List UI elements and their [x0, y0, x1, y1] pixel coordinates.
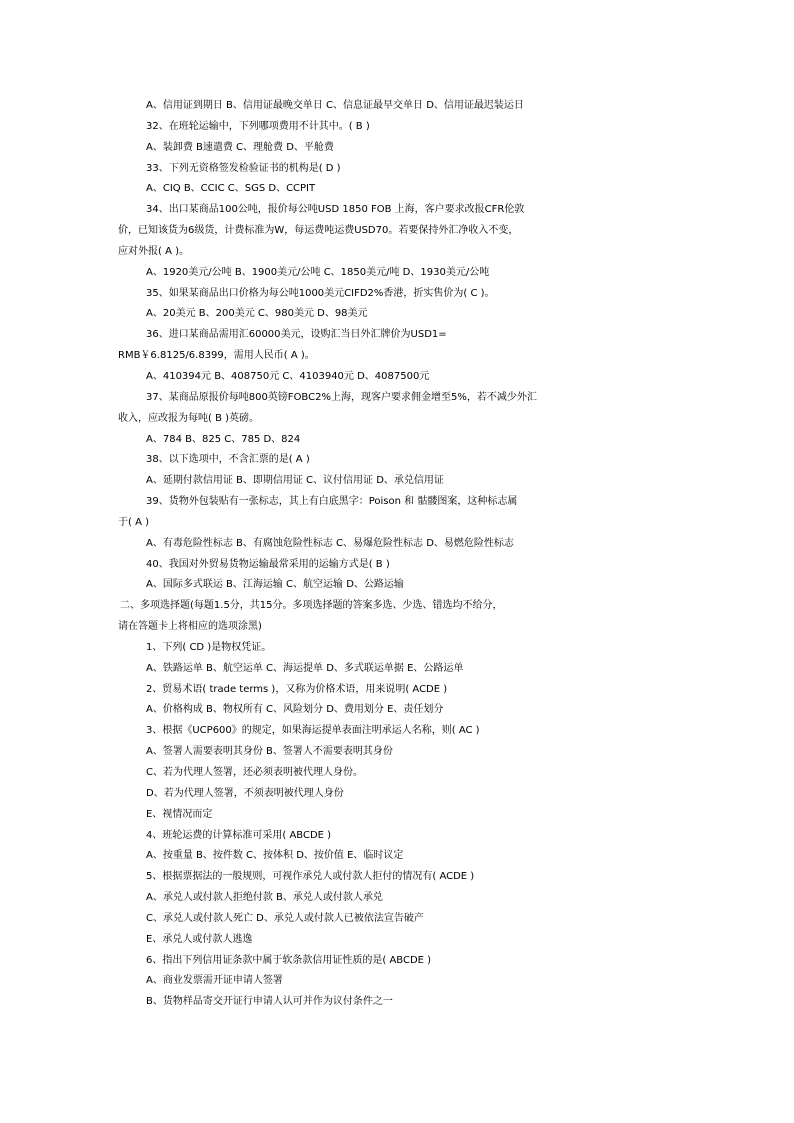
text-line: 二、多项选择题(每题1.5分，共15分。多项选择题的答案多选、少选、错选均不给分，: [120, 600, 503, 612]
text-line: A、国际多式联运 B、江海运输 C、航空运输 D、公路运输: [146, 579, 404, 591]
text-line: A、价格构成 B、物权所有 C、风险划分 D、费用划分 E、责任划分: [146, 704, 444, 716]
text-line: 34、出口某商品100公吨，报价每公吨USD 1850 FOB 上海，客户要求改报CFR伦敦: [146, 204, 525, 216]
text-line: D、若为代理人签署，不须表明被代理人身份: [146, 787, 344, 799]
text-line: 6、指出下列信用证条款中属于软条款信用证性质的是( ABCDE ): [146, 954, 432, 966]
text-line: A、商业发票需开证申请人签署: [146, 975, 283, 987]
text-line: 3、根据《UCP600》的规定，如果海运提单表面注明承运人名称，则( AC ): [146, 725, 480, 737]
text-line: 1、下列( CD )是物权凭证。: [146, 641, 272, 653]
text-line: 于( A ): [118, 516, 150, 528]
text-line: 5、根据票据法的一般规则，可视作承兑人或付款人拒付的情况有( ACDE ): [146, 871, 475, 883]
text-line: 收入，应改报为每吨( B )英磅。: [118, 412, 260, 424]
text-line: A、信用证到期日 B、信用证最晚交单日 C、信息证最早交单日 D、信用证最迟装运日: [146, 100, 524, 111]
text-line: A、签署人需要表明其身份 B、签署人不需要表明其身份: [146, 746, 393, 758]
text-line: 39、货物外包装贴有一张标志，其上有白底黑字：Poison 和 骷髅图案，这种标志属: [146, 496, 518, 508]
text-line: A、CIQ B、CCIC C、SGS D、CCPIT: [146, 183, 316, 195]
text-line: A、410394元 B、408750元 C、4103940元 D、4087500元: [146, 370, 430, 382]
text-line: A、承兑人或付款人拒绝付款 B、承兑人或付款人承兑: [146, 892, 383, 904]
text-line: 应对外报( A )。: [118, 245, 190, 257]
text-line: A、按重量 B、按件数 C、按体积 D、按价值 E、临时议定: [146, 850, 404, 862]
document-body: [0, 96, 794, 1013]
text-line: 32、在班轮运输中，下列哪项费用不计其中。( B ): [146, 120, 370, 132]
text-line: B、货物样品寄交开证行申请人认可并作为议付条件之一: [146, 996, 393, 1008]
text-line: 36、进口某商品需用汇60000美元，设购汇当日外汇牌价为USD1=: [146, 329, 447, 341]
text-line: 35、如果某商品出口价格为每公吨1000美元CIFD2%香港，折实售价为( C )。: [146, 287, 495, 299]
text-line: C、承兑人或付款人死亡 D、承兑人或付款人已被依法宣告破产: [146, 912, 424, 924]
text-line: 33、下列无资格签发检验证书的机构是( D ): [146, 162, 341, 174]
text-line: A、铁路运单 B、航空运单 C、海运提单 D、多式联运单据 E、公路运单: [146, 662, 464, 674]
text-line: 请在答题卡上将相应的选项涂黑): [118, 621, 262, 633]
text-line: 37、某商品原报价每吨800英镑FOBC2%上海，现客户要求佣金增至5%，若不减少外汇: [146, 391, 537, 403]
text-line: A、20美元 B、200美元 C、980美元 D、98美元: [146, 308, 368, 320]
text-line: A、1920美元/公吨 B、1900美元/公吨 C、1850美元/吨 D、1930美元/公吨: [146, 266, 490, 278]
text-line: E、视情况而定: [146, 808, 213, 820]
text-line: C、若为代理人签署，还必须表明被代理人身份。: [146, 767, 363, 778]
text-line: 40、我国对外贸易货物运输最常采用的运输方式是( B ): [146, 558, 390, 570]
text-line: A、有毒危险性标志 B、有腐蚀危险性标志 C、易爆危险性标志 D、易燃危险性标志: [146, 537, 514, 549]
text-line: A、784 B、825 C、785 D、824: [146, 433, 301, 445]
text-line: A、延期付款信用证 B、即期信用证 C、议付信用证 D、承兑信用证: [146, 475, 444, 487]
text-line: 2、贸易术语( trade terms )，又称为价格术语，用来说明( ACDE ): [146, 683, 448, 695]
text-line: 价，已知该货为6级货，计费标准为W，每运费吨运费USD70。若要保持外汇净收入不变，: [118, 225, 519, 237]
text-line: A、装卸费 B速遣费 C、理舱费 D、平舱费: [146, 141, 334, 153]
text-line: E、承兑人或付款人逃逸: [146, 933, 253, 945]
text-line: 38、以下选项中，不含汇票的是( A ): [146, 454, 310, 466]
text-line: 4、班轮运费的计算标准可采用( ABCDE ): [146, 829, 332, 841]
text-line: RMB￥6.8125/6.8399，需用人民币( A )。: [118, 350, 315, 362]
